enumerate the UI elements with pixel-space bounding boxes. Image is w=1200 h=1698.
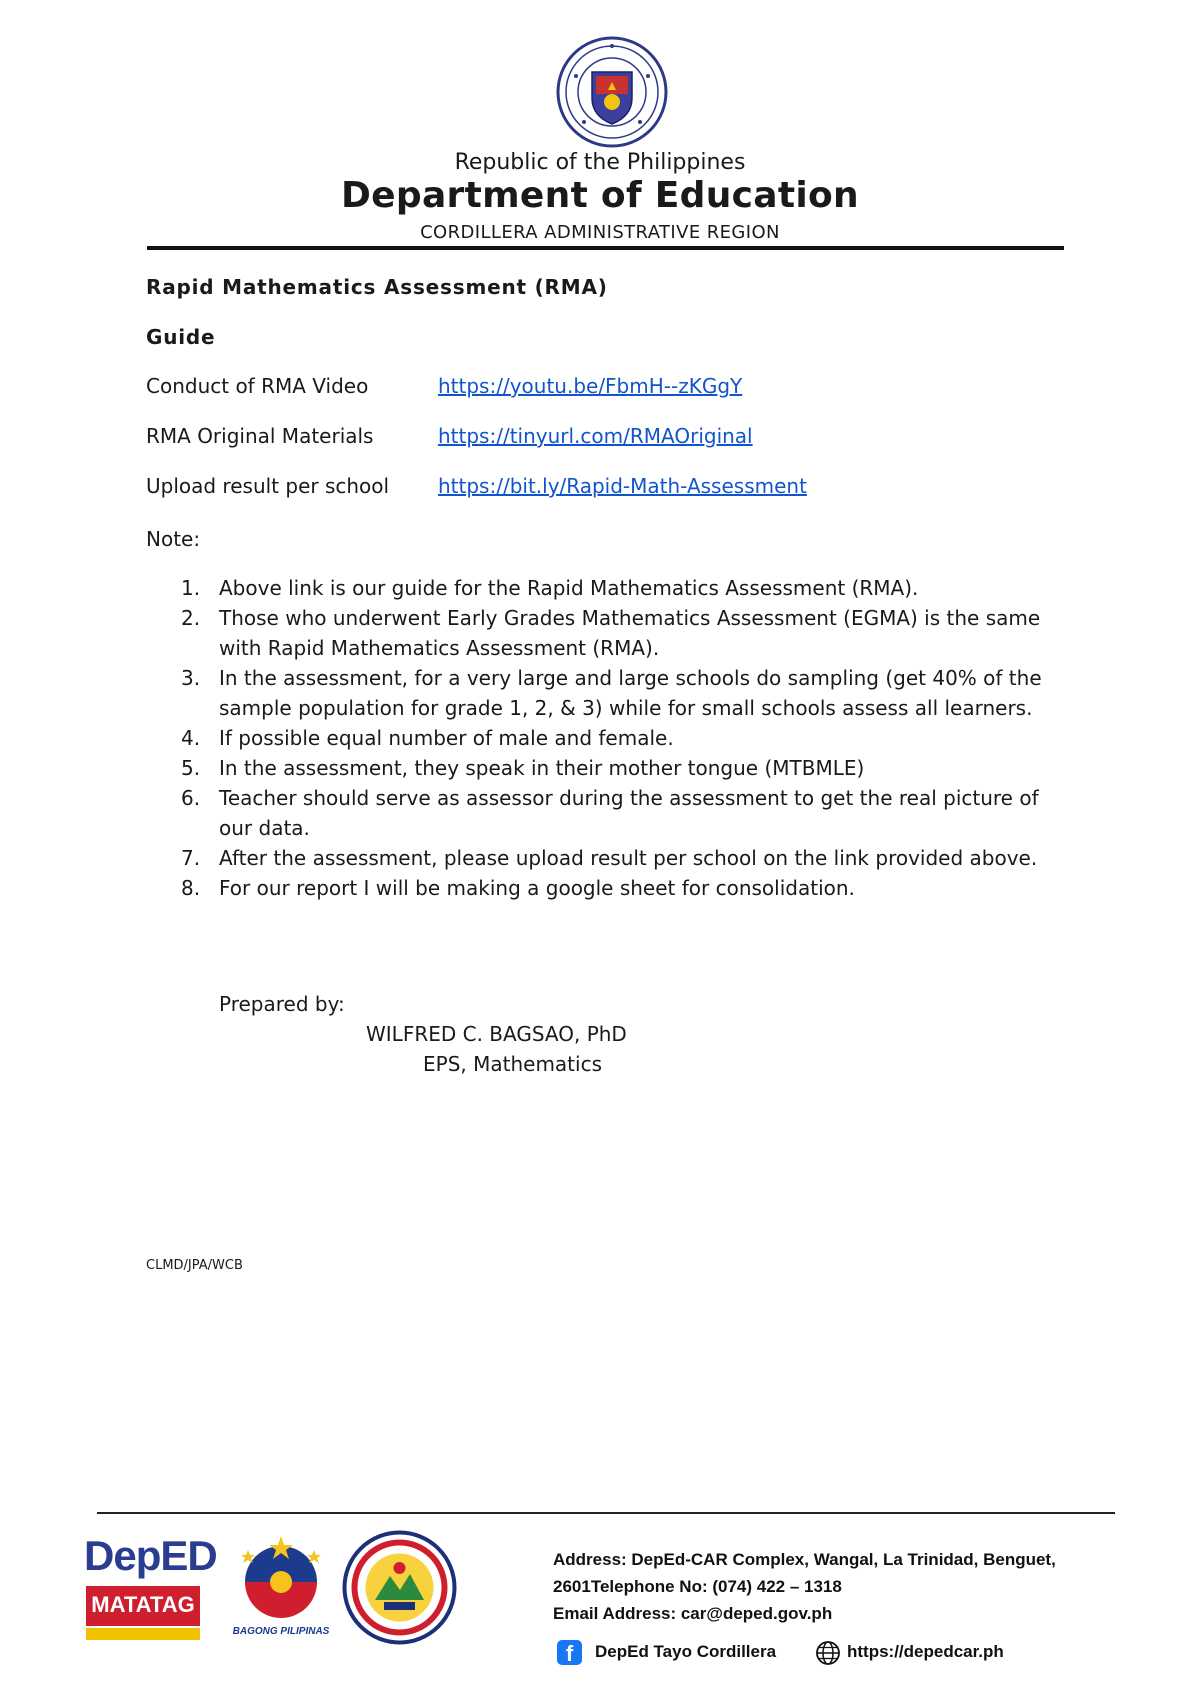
upload-results-link[interactable]: https://bit.ly/Rapid-Math-Assessment: [438, 474, 807, 498]
bagong-pilipinas-wordmark: BAGONG PILIPINAS: [232, 1626, 330, 1637]
list-item-number: 1.: [181, 576, 201, 600]
document-title: Rapid Mathematics Assessment (RMA): [146, 275, 608, 299]
globe-icon: [815, 1640, 841, 1666]
list-item: [146, 573, 1066, 603]
website-link[interactable]: https://depedcar.ph: [847, 1642, 1004, 1661]
list-item-text: In the assessment, for a very large and large schools do sampling (get 40% of the sample population for grade 1, 2, & 3) while for small schools assess all learners.: [219, 666, 1042, 720]
footer-contact: [553, 1546, 1056, 1627]
reference-code: CLMD/JPA/WCB: [146, 1258, 243, 1273]
guide-heading: Guide: [146, 325, 216, 349]
footer-divider: [97, 1512, 1115, 1514]
list-item-number: 6.: [181, 786, 201, 810]
list-item-text: If possible equal number of male and female.: [219, 726, 674, 750]
list-item-number: 3.: [181, 666, 201, 690]
link-label: Conduct of RMA Video: [146, 374, 369, 398]
matatag-wordmark: MATATAG: [91, 1592, 195, 1617]
facebook-page[interactable]: DepEd Tayo Cordillera: [595, 1642, 777, 1661]
email-line: Email Address: car@deped.gov.ph: [553, 1604, 833, 1623]
signatory-title: EPS, Mathematics: [423, 1052, 602, 1076]
list-item-text: Those who underwent Early Grades Mathematics Assessment (EGMA) is the same with Rapid Mathematics Assessment (RMA).: [219, 606, 1041, 660]
list-item: [146, 843, 1066, 873]
list-item-text: Teacher should serve as assessor during the assessment to get the real picture of our data.: [219, 786, 1039, 840]
list-item-number: 4.: [181, 726, 201, 750]
deped-car-seal-icon: [342, 1530, 457, 1645]
list-item-text: Above link is our guide for the Rapid Mathematics Assessment (RMA).: [219, 576, 919, 600]
rma-materials-link[interactable]: https://tinyurl.com/RMAOriginal: [438, 424, 753, 448]
deped-wordmark: DepED: [84, 1532, 217, 1579]
list-item: [146, 753, 1066, 783]
list-item-number: 5.: [181, 756, 201, 780]
list-item: [146, 783, 1066, 843]
list-item-number: 7.: [181, 846, 201, 870]
prepared-by-label: Prepared by:: [219, 992, 345, 1016]
deped-matatag-logo: [84, 1532, 217, 1642]
bagong-pilipinas-logo: [226, 1532, 336, 1642]
rma-video-link[interactable]: https://youtu.be/FbmH--zKGgY: [438, 374, 743, 398]
list-item-text: In the assessment, they speak in their mother tongue (MTBMLE): [219, 756, 865, 780]
republic-heading: Republic of the Philippines: [454, 150, 746, 175]
note-label: Note:: [146, 527, 201, 551]
notes-list: [146, 573, 1066, 903]
facebook-icon: f: [557, 1640, 582, 1665]
list-item-text: After the assessment, please upload result per school on the link provided above.: [219, 846, 1038, 870]
list-item: [146, 873, 1066, 903]
link-label: RMA Original Materials: [146, 424, 374, 448]
list-item: [146, 663, 1066, 723]
matatag-strip: [86, 1628, 200, 1640]
list-item: [146, 723, 1066, 753]
header-divider: [147, 246, 1064, 250]
link-label: Upload result per school: [146, 474, 390, 498]
list-item-number: 2.: [181, 606, 201, 630]
department-heading: Department of Education: [341, 175, 859, 216]
deped-seal-icon: [556, 36, 668, 148]
telephone-line: 2601Telephone No: (074) 422 – 1318: [553, 1577, 842, 1596]
list-item-text: For our report I will be making a google sheet for consolidation.: [219, 876, 855, 900]
bagong-pilipinas-emblem-icon: [226, 1532, 336, 1624]
signatory-name: WILFRED C. BAGSAO, PhD: [366, 1022, 627, 1046]
list-item-number: 8.: [181, 876, 201, 900]
address-line: Address: DepEd-CAR Complex, Wangal, La Trinidad, Benguet,: [553, 1550, 1056, 1569]
region-heading: CORDILLERA ADMINISTRATIVE REGION: [420, 222, 780, 243]
list-item: [146, 603, 1066, 663]
